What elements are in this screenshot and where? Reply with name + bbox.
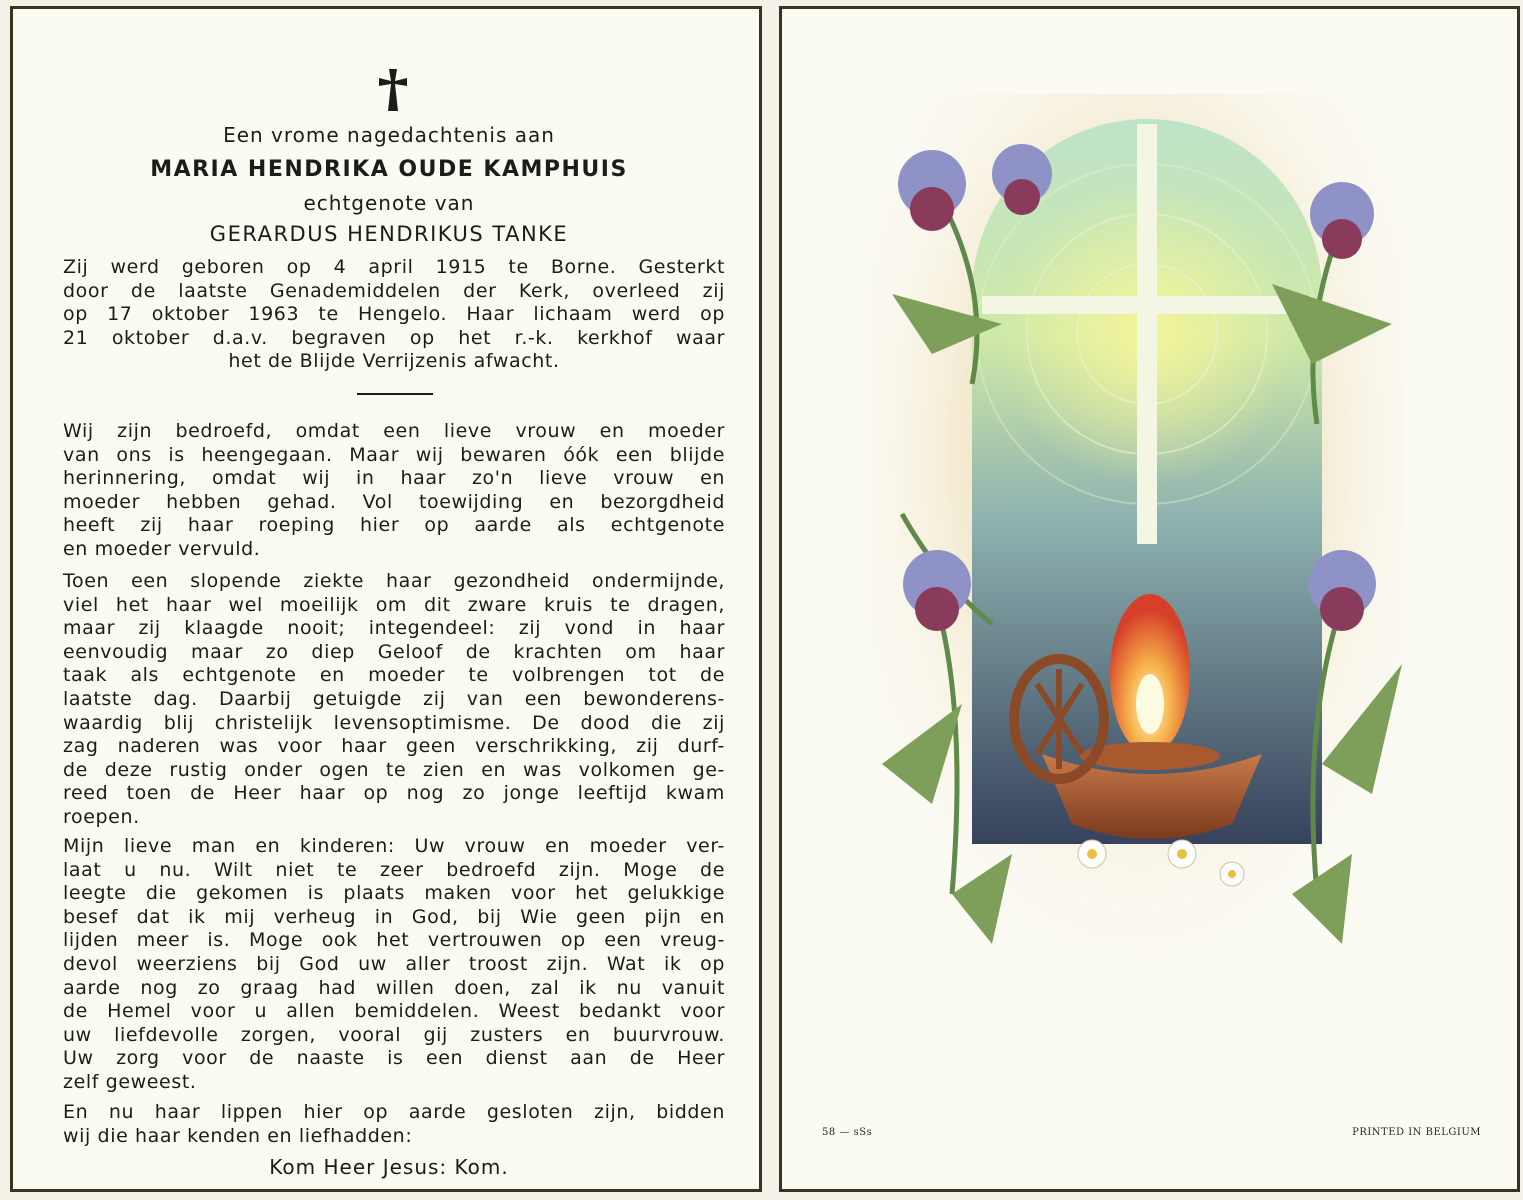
text-line: viel het haar wel moeilijk om dit zware kruis te dragen, xyxy=(63,593,725,616)
text-line: Wij zijn bedroefd, omdat een lieve vrouw en moeder xyxy=(63,420,725,442)
memorial-card-text-side xyxy=(10,6,762,1192)
text-line: het de Blijde Verrijzenis afwacht. xyxy=(228,350,560,373)
text-line: van ons is heengegaan. Maar wij bewaren óók een blijde xyxy=(63,443,725,466)
text-line: de Hemel voor u allen bemiddelen. Weest bedankt voor xyxy=(63,1000,725,1023)
text-line: zag naderen was voor haar geen verschrikking, zij durf- xyxy=(63,735,725,758)
text-line: Mijn lieve man en kinderen: Uw vrouw en moeder ver- xyxy=(63,835,725,857)
spouse-name: GERARDUS HENDRIKUS TANKE xyxy=(209,222,569,246)
text-line: de deze rustig onder ogen te zien en was volkomen ge- xyxy=(63,758,725,781)
paragraph-4 xyxy=(63,1101,725,1148)
text-line: Toen een slopende ziekte haar gezondheid ondermijnde, xyxy=(63,570,725,592)
text-line: taak als echtgenote en moeder te volbrengen tot de xyxy=(63,664,725,687)
text-line: uw liefdevolle zorgen, vooral gij zusters en buurvrouw. xyxy=(63,1023,725,1046)
memorial-card-picture-side xyxy=(779,6,1520,1192)
text-line: eenvoudig maar zo diep Geloof de krachten om haar xyxy=(63,640,725,663)
text-line: besef dat ik mij verheug in God, bij Wie geen pijn en xyxy=(63,905,725,928)
text-line: waardig blij christelijk levensoptimisme. De dood die zij xyxy=(63,711,725,734)
text-line: Zij werd geboren op 4 april 1915 te Borne. Gesterkt xyxy=(63,256,725,278)
text-line: door de laatste Genademiddelen der Kerk, overleed zij xyxy=(63,279,725,302)
series-code: 58 — sSs xyxy=(822,1127,873,1138)
text-line: en moeder vervuld. xyxy=(63,537,261,560)
text-line: moeder hebben gehad. Vol toewijding en bezorgdheid xyxy=(63,490,725,513)
text-line: zelf geweest. xyxy=(63,1070,197,1093)
cross-icon xyxy=(376,67,410,113)
biography-paragraph xyxy=(63,256,725,374)
devotional-illustration xyxy=(872,64,1402,994)
text-line: En nu haar lippen hier op aarde gesloten zijn, bidden xyxy=(63,1101,725,1123)
text-line: aarde nog zo graag had willen doen, zal ik nu vanuit xyxy=(63,976,725,999)
spouse-intro: echtgenote van xyxy=(303,191,475,215)
text-line: 21 oktober d.a.v. begraven op het r.-k. kerkhof waar xyxy=(63,326,725,349)
text-line: Uw zorg voor de naaste is een dienst aan de Heer xyxy=(63,1047,725,1070)
text-line: laat u nu. Wilt niet te zeer bedroefd zijn. Moge de xyxy=(63,858,725,881)
paragraph-3 xyxy=(63,835,725,1095)
text-line: reed toen de Heer haar op nog zo jonge leeftijd kwam xyxy=(63,782,725,805)
text-line: devol weerziens bij God uw aller troost zijn. Wat ik op xyxy=(63,952,725,975)
deceased-name: MARIA HENDRIKA OUDE KAMPHUIS xyxy=(150,157,628,182)
text-line: wij die haar kenden en liefhadden: xyxy=(63,1124,413,1147)
paragraph-1 xyxy=(63,420,725,562)
printer-imprint: PRINTED IN BELGIUM xyxy=(1352,1127,1481,1138)
text-line: op 17 oktober 1963 te Hengelo. Haar lichaam werd op xyxy=(63,303,725,326)
intro-line: Een vrome nagedachtenis aan xyxy=(223,123,555,147)
text-line: lijden meer is. Moge ook het vertrouwen op een vreug- xyxy=(63,929,725,952)
text-line: leegte die gekomen is plaats maken voor het gelukkige xyxy=(63,882,725,905)
closing-prayer: Kom Heer Jesus: Kom. xyxy=(269,1155,509,1179)
divider-rule xyxy=(357,393,433,395)
text-line: herinnering, omdat wij in haar zo'n lieve vrouw en xyxy=(63,467,725,490)
text-line: laatste dag. Daarbij getuigde zij van een bewonderens- xyxy=(63,687,725,710)
paragraph-2 xyxy=(63,570,725,830)
text-line: roepen. xyxy=(63,805,140,828)
text-line: maar zij klaagde nooit; integendeel: zij vond in haar xyxy=(63,617,725,640)
text-line: heeft zij haar roeping hier op aarde als echtgenote xyxy=(63,514,725,537)
